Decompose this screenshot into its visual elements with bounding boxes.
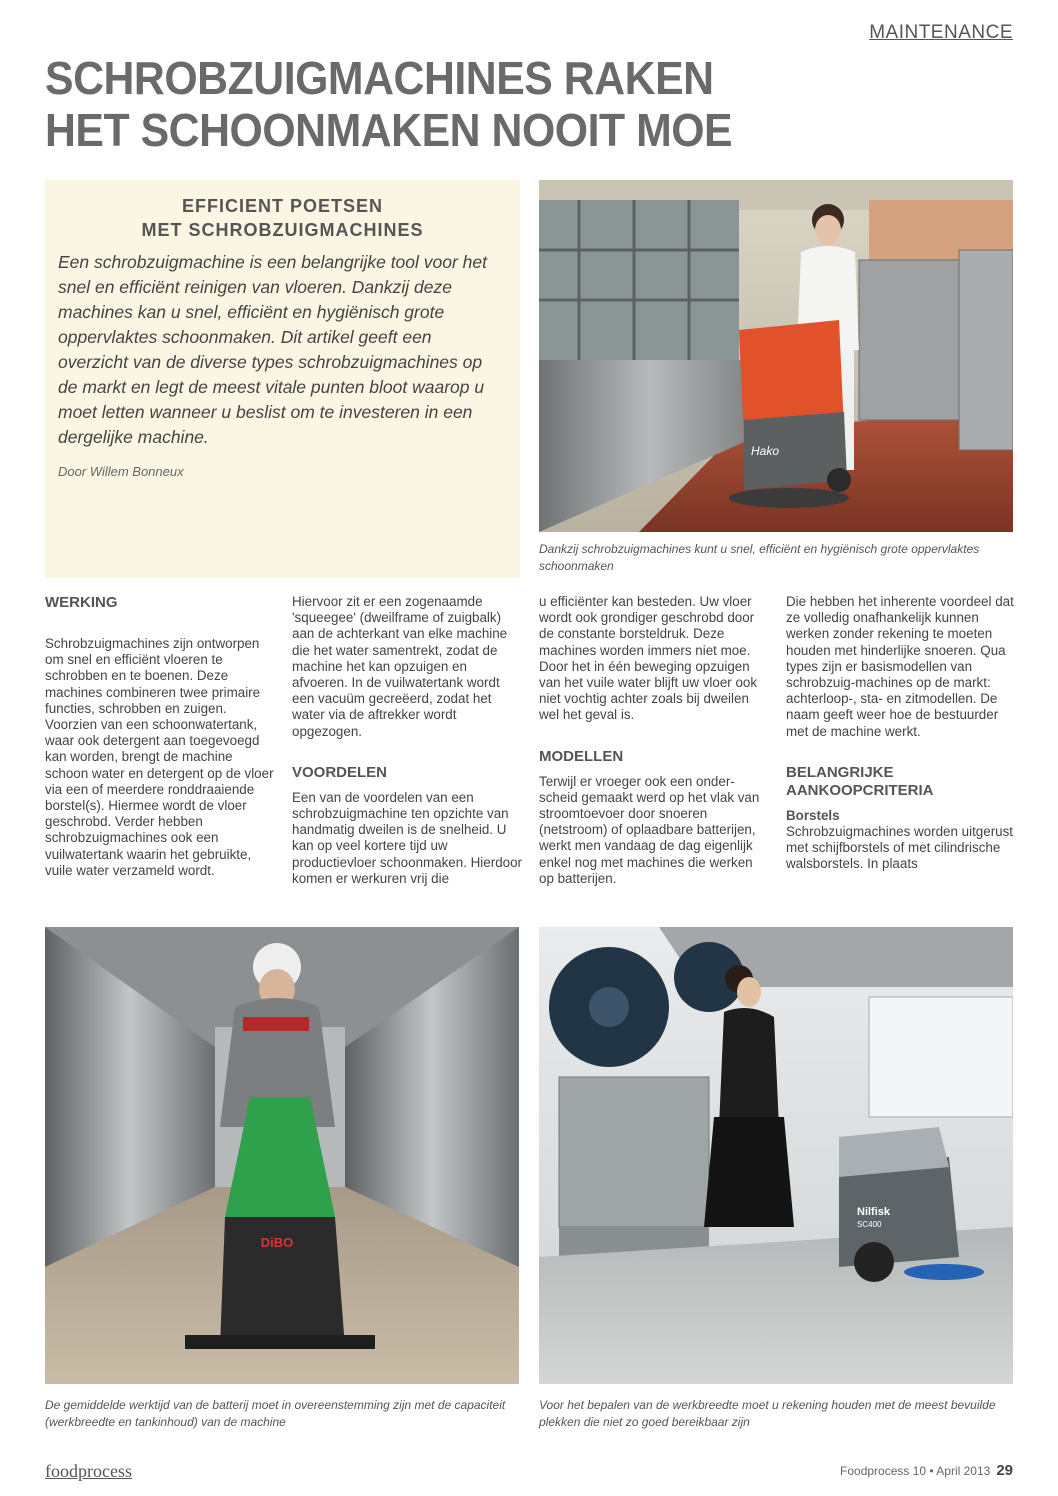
caption-bottom-left: De gemiddelde werktijd van de batterij moet in overeenstemming zijn met de capaciteit (werkbreedte en tankinhoud) van de machine	[45, 1398, 506, 1429]
page-number: 29	[996, 1462, 1013, 1479]
intro-box	[45, 180, 520, 578]
col3-text: u efficiënter kan besteden. Uw vloer wordt ook grondiger geschrobd door de constante borsteldruk. Deze machines worden immers niet moe. Door het in één beweging opzuigen van het vuile water blijft uw vloer ook niet vochtig achter zoals bij dweilen wel het geval is.	[539, 594, 758, 723]
caption-top: Dankzij schrobzuigmachines kunt u snel, efficiënt en hygiënisch grote oppervlaktes schoonmaken	[539, 542, 980, 573]
col3-text-2: Terwijl er vroeger ook een onder-scheid gemaakt werd op het vlak van stroomtoevoer door snoeren (netstroom) of oplaadbare batterijen, werkt men vandaag de dag eigenlijk enkel nog met machines die werken op batterijen.	[539, 773, 760, 886]
subheading-borstels: Borstels	[786, 807, 840, 823]
heading-modellen: MODELLEN	[539, 747, 624, 765]
intro-title-line-2: MET SCHROBZUIGMACHINES	[141, 220, 424, 240]
dibo-logo: DiBO	[260, 1235, 294, 1250]
intro-text: Een schrobzuigmachine is een belangrijke tool voor het snel en efficiënt reinigen van vloeren. Dankzij deze machines kan u snel, efficiënt en hygiënisch grote oppervlaktes schoonmaken. Dit artikel geeft een overzicht van de diverse types schrobzuigmachines op de markt en legt de meest vitale punten bloot waarop u moet letten wanneer u beslist om te investeren in een dergelijke machine.	[58, 252, 488, 447]
heading-aankoopcriteria: BELANGRIJKE AANKOOPCRITERIA	[786, 763, 934, 799]
column-3	[539, 594, 769, 887]
section-label: MAINTENANCE	[869, 22, 1013, 43]
hako-logo: Hako	[751, 444, 780, 458]
caption-bottom-right: Voor het bepalen van de werkbreedte moet u rekening houden met de meest bevuilde plekken die niet zo goed bereikbaar zijn	[539, 1398, 996, 1429]
magazine-logo: foodprocess	[45, 1461, 132, 1481]
headline-line-2: HET SCHOONMAKEN NOOIT MOE	[45, 104, 733, 156]
intro-title-line-1: EFFICIENT POETSEN	[181, 196, 384, 216]
col4-text: Die hebben het inherente voordeel dat ze volledig onafhankelijk kunnen werken zonder rekening te moeten houden met hinderlijke snoeren. Qua types zijn er basismodellen van schrobzuig-machines op de markt: achterloop-, sta- en zitmodellen. De naam geeft weer hoe de bestuurder met de machine werkt.	[786, 594, 1014, 739]
column-2	[292, 594, 522, 887]
column-4	[786, 594, 1016, 873]
issue-text: Foodprocess 10 • April 2013	[840, 1464, 991, 1478]
column-1	[45, 594, 275, 879]
col1-text: Schrobzuigmachines zijn ontworpen om snel en efficiënt vloeren te schrobben en te boenen. Deze machines combineren twee primaire functies, schrobben en zuigen. Voorzien van een schoonwatertank, waar ook detergent aan toegevoegd kan worden, brengt de machine schoon water en detergent op de vloer via een of meerdere ronddraaiende borstel(s). Hiermee wordt de vloer geschrobd. Verder hebben schrobzuigmachines ook een vuilwatertank waarin het gebruikte, vuile water verzameld wordt.	[45, 636, 274, 878]
photo-dibo	[45, 927, 519, 1384]
photo-nilfisk	[539, 927, 1013, 1384]
nilfisk-illustration	[539, 927, 1013, 1384]
col4-text-2: Schrobzuigmachines worden uitgerust met schijfborstels of met cilindrische walsborstels. In plaats	[786, 824, 1014, 872]
photo-kitchen-hako	[539, 180, 1013, 532]
kitchen-hako-illustration	[539, 180, 1013, 532]
dibo-illustration	[45, 927, 519, 1384]
footer-issue	[840, 1462, 1013, 1479]
intro-title	[45, 194, 520, 242]
byline: Door Willem Bonneux	[58, 464, 184, 479]
heading-voordelen: VOORDELEN	[292, 763, 388, 781]
col2-text: Hiervoor zit er een zogenaamde 'squeegee' (dweilframe of zuigbalk) aan de achterkant van elke machine die het water samentrekt, zodat de machine het kan opzuigen en afvoeren. In de vuilwatertank wordt een vacuüm gecreëerd, zodat het water via de aftrekker wordt opgezogen.	[292, 594, 508, 739]
headline-line-1: SCHROBZUIGMACHINES RAKEN	[45, 52, 714, 104]
nilfisk-logo: Nilfisk	[857, 1206, 891, 1218]
col2-text-2: Een van de voordelen van een schrobzuigmachine ten opzichte van handmatig dweilen is de snelheid. U kan op veel kortere tijd uw productievloer schoonmaken. Hierdoor komen er werkuren vrij die	[292, 789, 522, 886]
headline	[45, 52, 956, 156]
heading-werking: WERKING	[45, 594, 118, 611]
nilfisk-model: SC400	[857, 1220, 882, 1229]
